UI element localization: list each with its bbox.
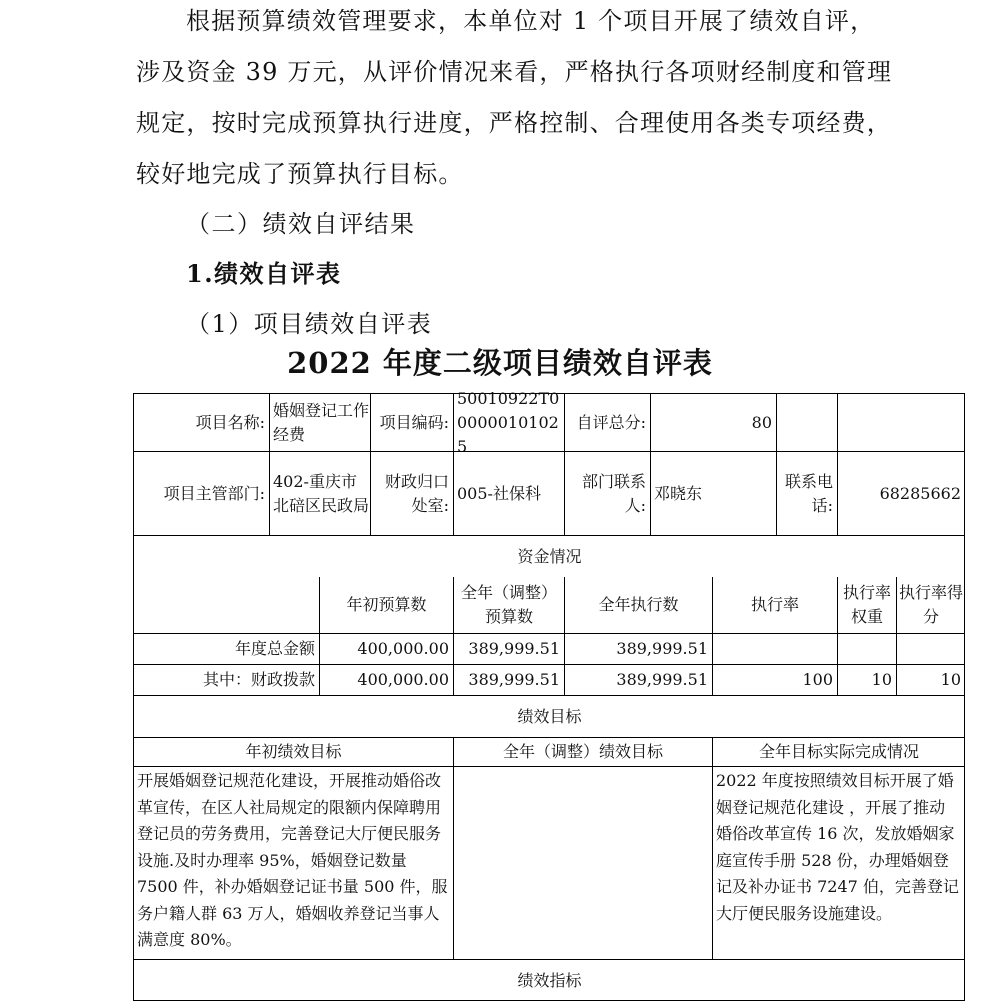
phone-value: 68285662	[837, 451, 965, 535]
project-name-label: 项目名称:	[195, 412, 265, 432]
project-name-value: 婚姻登记工作经费	[269, 394, 370, 451]
goals-heading: 绩效目标	[134, 695, 965, 737]
project-code-label: 项目编码:	[370, 394, 453, 451]
goals-header-adjusted: 全年（调整）绩效目标	[453, 737, 712, 766]
funds-header-score: 执行率得分	[896, 577, 965, 633]
funds-row-executed: 389,999.51	[564, 633, 712, 664]
empty-cell	[134, 577, 319, 633]
funds-row-weight: 10	[837, 664, 896, 695]
contact-label: 部门联系人:	[564, 451, 650, 535]
goals-header-initial: 年初绩效目标	[134, 737, 453, 766]
funds-heading: 资金情况	[134, 535, 965, 577]
funds-row-score	[896, 633, 965, 664]
funds-row-label: 年度总金额	[134, 633, 319, 664]
goal-actual: 2022 年度按照绩效目标开展了婚姻登记规范化建设 ，开展了推动婚俗改革宣传 16 次，发放婚姻家庭宣传手册 528 份，办理婚姻登记及补办证书 7247 伯，完善登记大厅便民服务设施建设。	[712, 766, 965, 959]
goal-initial: 开展婚姻登记规范化建设，开展推动婚俗改革宣传，在区人社局规定的限额内保障聘用登记员的劳务费用，完善登记大厅便民服务设施.及时办理率 95%，婚姻登记数量 7500 件，补办婚姻登记证书量 500 件，服务户籍人群 63 万人，婚姻收养登记当事人满意度 80%。	[134, 766, 453, 959]
funds-row-rate	[712, 633, 837, 664]
subheading-item: （1）项目绩效自评表	[186, 310, 433, 338]
contact-value: 邓晓东	[650, 451, 776, 535]
funds-row-adjusted: 389,999.51	[453, 633, 564, 664]
dept-label: 项目主管部门:	[134, 451, 269, 535]
funds-row-weight	[837, 633, 896, 664]
goals-header-actual: 全年目标实际完成情况	[712, 737, 965, 766]
funds-header-executed: 全年执行数	[564, 577, 712, 633]
funds-row-label: 其中：财政拨款	[134, 664, 319, 695]
self-score-label: 自评总分:	[564, 394, 650, 451]
intro-paragraph: 根据预算绩效管理要求，本单位对 1 个项目开展了绩效自评，涉及资金 39 万元，从评价情况来看，严格执行各项财经制度和管理规定，按时完成预算执行进度，严格控制、合理使用各类专项经费，较好地完成了预算执行目标。	[136, 7, 893, 188]
project-code-value: 50010922T000000101025	[453, 394, 564, 451]
phone-label: 联系电话:	[776, 451, 837, 535]
funds-row-initial: 400,000.00	[319, 664, 453, 695]
funds-row-executed: 389,999.51	[564, 664, 712, 695]
goal-adjusted	[453, 766, 712, 959]
funds-header-weight: 执行率权重	[837, 577, 896, 633]
empty-cell	[776, 394, 837, 451]
section-heading: （二）绩效自评结果	[186, 210, 416, 238]
indicators-heading: 绩效指标	[134, 959, 965, 1001]
funds-header-initial: 年初预算数	[319, 577, 453, 633]
funds-row-adjusted: 389,999.51	[453, 664, 564, 695]
funds-row-rate: 100	[712, 664, 837, 695]
funds-row-score: 10	[896, 664, 965, 695]
subheading-bold: 1.绩效自评表	[186, 259, 342, 288]
finance-office-label: 财政归口处室:	[370, 451, 453, 535]
funds-header-adjusted: 全年（调整）预算数	[453, 577, 564, 633]
table-title: 2022 年度二级项目绩效自评表	[287, 346, 713, 380]
funds-row-initial: 400,000.00	[319, 633, 453, 664]
funds-header-rate: 执行率	[712, 577, 837, 633]
finance-office-value: 005-社保科	[453, 451, 564, 535]
self-score-value: 80	[650, 394, 776, 451]
dept-value: 402-重庆市北碚区民政局	[269, 451, 370, 535]
empty-cell	[837, 394, 965, 451]
performance-table	[133, 388, 965, 1001]
